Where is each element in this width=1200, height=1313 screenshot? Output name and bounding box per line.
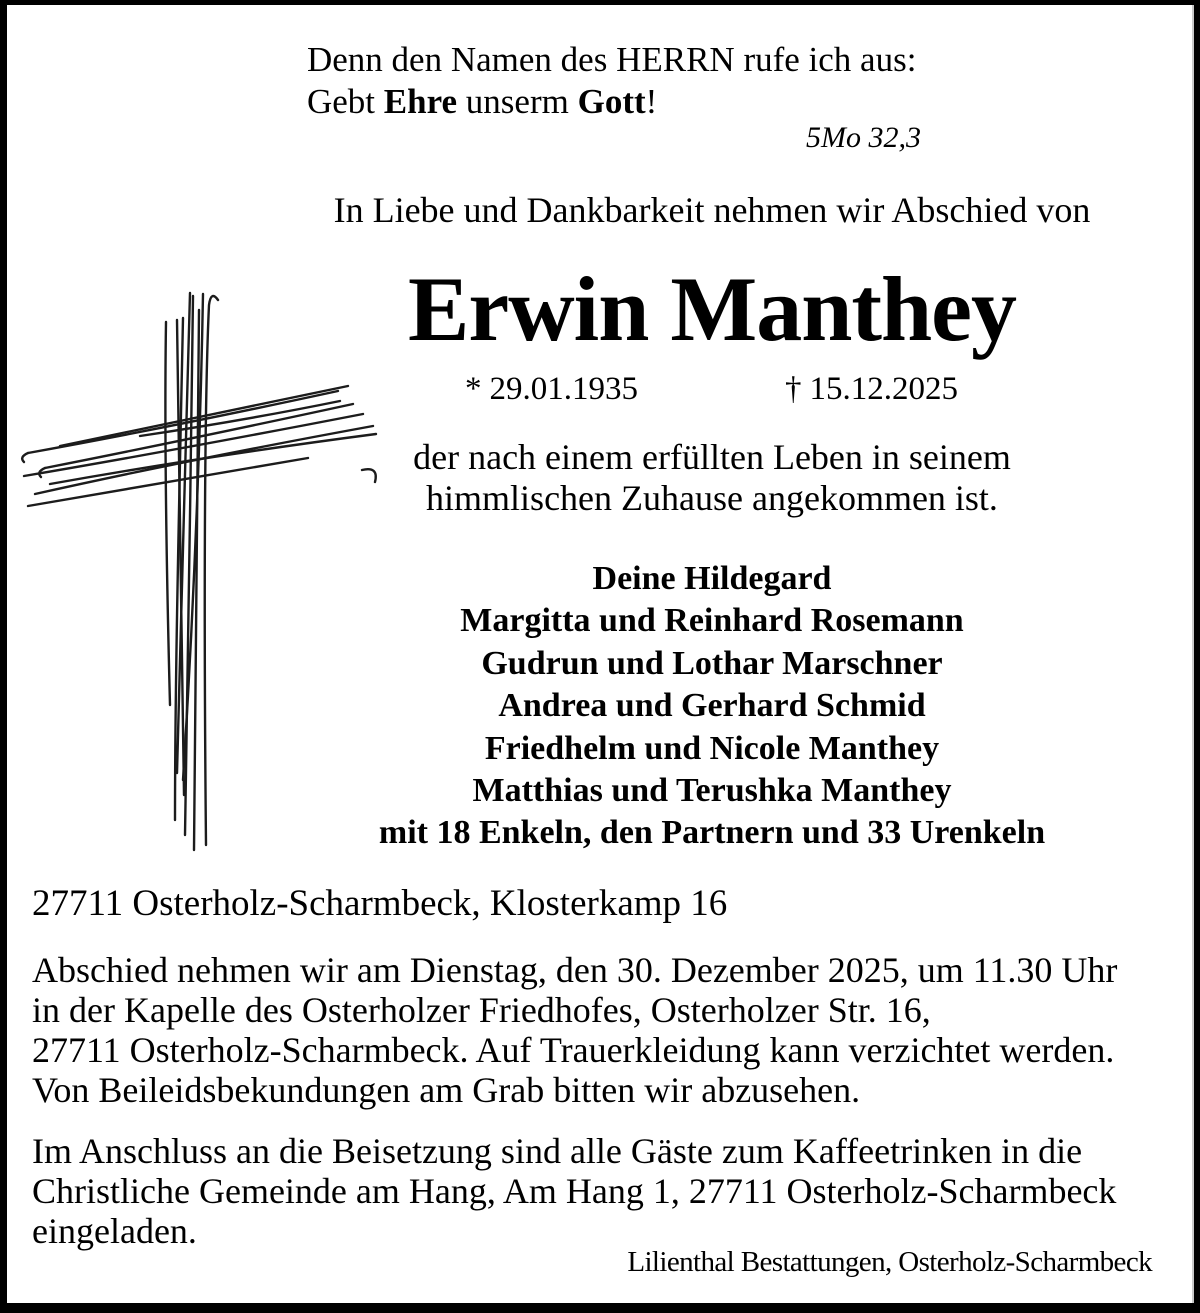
death-date-value: 15.12.2025	[809, 371, 958, 407]
scripture-quote-line2	[307, 82, 657, 122]
quote-part-bold: Ehre	[383, 82, 458, 121]
mourners-list	[282, 558, 1142, 855]
mourner-line: Andrea und Gerhard Schmid	[498, 687, 926, 725]
reception-details	[32, 1131, 1116, 1251]
birth-date	[465, 371, 638, 408]
quote-part-bold: Gott	[577, 82, 646, 121]
scripture-quote-line1: Denn den Namen des HERRN rufe ich aus:	[307, 40, 917, 79]
mourner-line: Gudrun und Lothar Marschner	[481, 644, 943, 682]
mourner-line: mit 18 Enkeln, den Partnern und 33 Urenkeln	[378, 814, 1046, 852]
intro-line: In Liebe und Dankbarkeit nehmen wir Abschied von	[333, 190, 1091, 230]
funeral-details	[32, 950, 1117, 1110]
eulogy-text	[282, 437, 1142, 519]
eulogy-line: der nach einem erfüllten Leben in seinem	[413, 437, 1011, 477]
death-date	[785, 371, 958, 408]
deceased-name: Erwin Manthey	[408, 258, 1016, 360]
mourner-line: Deine Hildegard	[592, 560, 832, 597]
quote-part: unserm	[457, 82, 578, 121]
mourner-line: Friedhelm und Nicole Manthey	[484, 729, 940, 767]
funeral-line: 27711 Osterholz-Scharmbeck. Auf Trauerkleidung kann verzichtet werden.	[32, 1030, 1115, 1070]
funeral-line: Von Beileidsbekundungen am Grab bitten wir abzusehen.	[32, 1070, 861, 1110]
reception-line: Christliche Gemeinde am Hang, Am Hang 1, 27711 Osterholz-Scharmbeck	[32, 1171, 1117, 1211]
scripture-reference: 5Mo 32,3	[806, 121, 921, 154]
funeral-line: Abschied nehmen wir am Dienstag, den 30. Dezember 2025, um 11.30 Uhr	[32, 950, 1118, 990]
home-address: 27711 Osterholz-Scharmbeck, Klosterkamp 16	[32, 883, 728, 924]
born-star-icon: *	[465, 371, 482, 407]
reception-line: eingeladen.	[32, 1211, 197, 1251]
birth-date-value: 29.01.1935	[489, 371, 638, 407]
eulogy-line: himmlischen Zuhause angekommen ist.	[426, 478, 998, 518]
reception-line: Im Anschluss an die Beisetzung sind alle Gäste zum Kaffeetrinken in die	[32, 1131, 1083, 1171]
undertaker-credit: Lilienthal Bestattungen, Osterholz-Scharmbeck	[627, 1246, 1152, 1278]
quote-part: !	[645, 82, 658, 121]
mourner-line: Margitta und Reinhard Rosemann	[460, 602, 964, 640]
death-cross-icon: †	[785, 371, 802, 407]
funeral-line: in der Kapelle des Osterholzer Friedhofes, Osterholzer Str. 16,	[32, 990, 931, 1030]
quote-part: Gebt	[307, 82, 384, 121]
mourner-line: Matthias und Terushka Manthey	[472, 772, 952, 810]
